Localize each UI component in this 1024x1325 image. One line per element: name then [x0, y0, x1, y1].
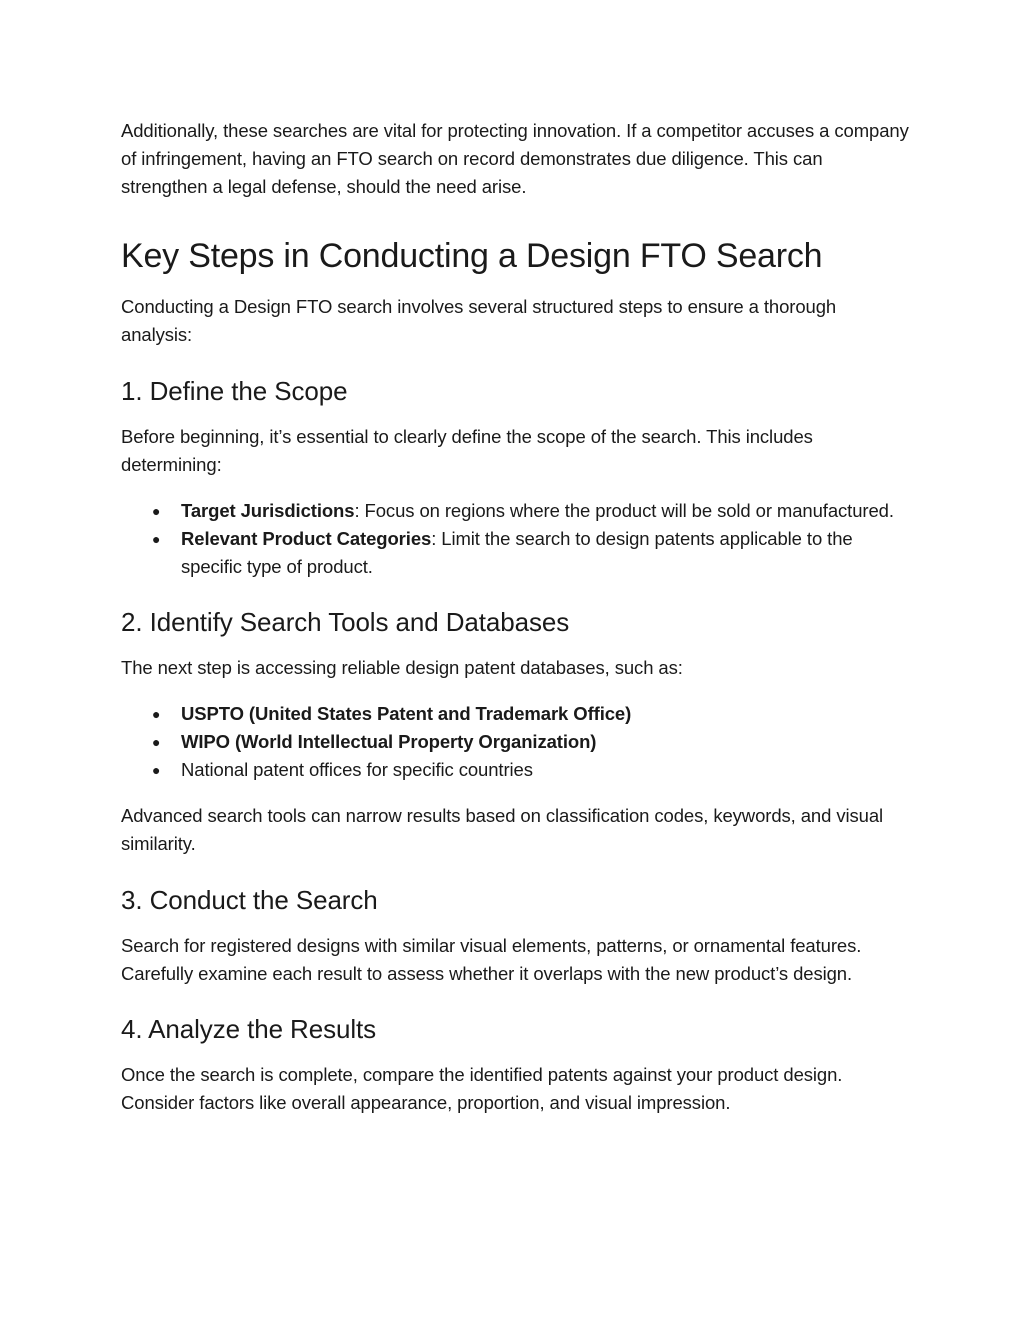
- bullet-icon: ●: [152, 706, 161, 722]
- list-item-term: Relevant Product Categories: [181, 528, 432, 549]
- step2-list: [121, 700, 911, 784]
- step4-heading: 4. Analyze the Results: [121, 1014, 377, 1044]
- step2-heading: 2. Identify Search Tools and Databases: [121, 607, 570, 637]
- list-item: [121, 728, 911, 756]
- list-item: [121, 525, 911, 581]
- list-item-term: USPTO (United States Patent and Trademark Office): [181, 703, 632, 724]
- main-intro-paragraph: Conducting a Design FTO search involves several structured steps to ensure a thorough analysis:: [121, 296, 837, 345]
- step1-heading: 1. Define the Scope: [121, 376, 348, 406]
- list-item-term: Target Jurisdictions: [181, 500, 355, 521]
- document-page: [121, 117, 911, 1117]
- step1-intro: Before beginning, it’s essential to clearly define the scope of the search. This includes determining:: [121, 426, 813, 475]
- step2-intro: The next step is accessing reliable design patent databases, such as:: [121, 657, 683, 678]
- list-item-text: National patent offices for specific countries: [181, 759, 533, 780]
- bullet-icon: ●: [152, 734, 161, 750]
- list-item: [121, 497, 911, 525]
- bullet-icon: ●: [152, 531, 161, 547]
- list-item: [121, 756, 911, 784]
- list-item: [121, 700, 911, 728]
- step1-list: [121, 497, 911, 581]
- step4-body: Once the search is complete, compare the identified patents against your product design. Consider factors like overall appearance, proportion, and visual impression.: [121, 1064, 843, 1113]
- step2-outro: Advanced search tools can narrow results based on classification codes, keywords, and visual similarity.: [121, 805, 884, 854]
- step3-heading: 3. Conduct the Search: [121, 885, 378, 915]
- list-item-term: WIPO (World Intellectual Property Organization): [181, 731, 597, 752]
- bullet-icon: ●: [152, 762, 161, 778]
- step3-body: Search for registered designs with similar visual elements, patterns, or ornamental features. Carefully examine each result to assess whether it overlaps with the new product’s design.: [121, 935, 862, 984]
- bullet-icon: ●: [152, 503, 161, 519]
- main-heading: Key Steps in Conducting a Design FTO Search: [121, 237, 823, 275]
- list-item-text: : Focus on regions where the product will be sold or manufactured.: [354, 500, 894, 521]
- intro-paragraph: Additionally, these searches are vital for protecting innovation. If a competitor accuses a company of infringement, having an FTO search on record demonstrates due diligence. This can strengthen a legal defense, should the need arise.: [121, 120, 909, 197]
- list-item-text: : Limit the search to design patents applicable to the specific type of product.: [181, 528, 853, 577]
